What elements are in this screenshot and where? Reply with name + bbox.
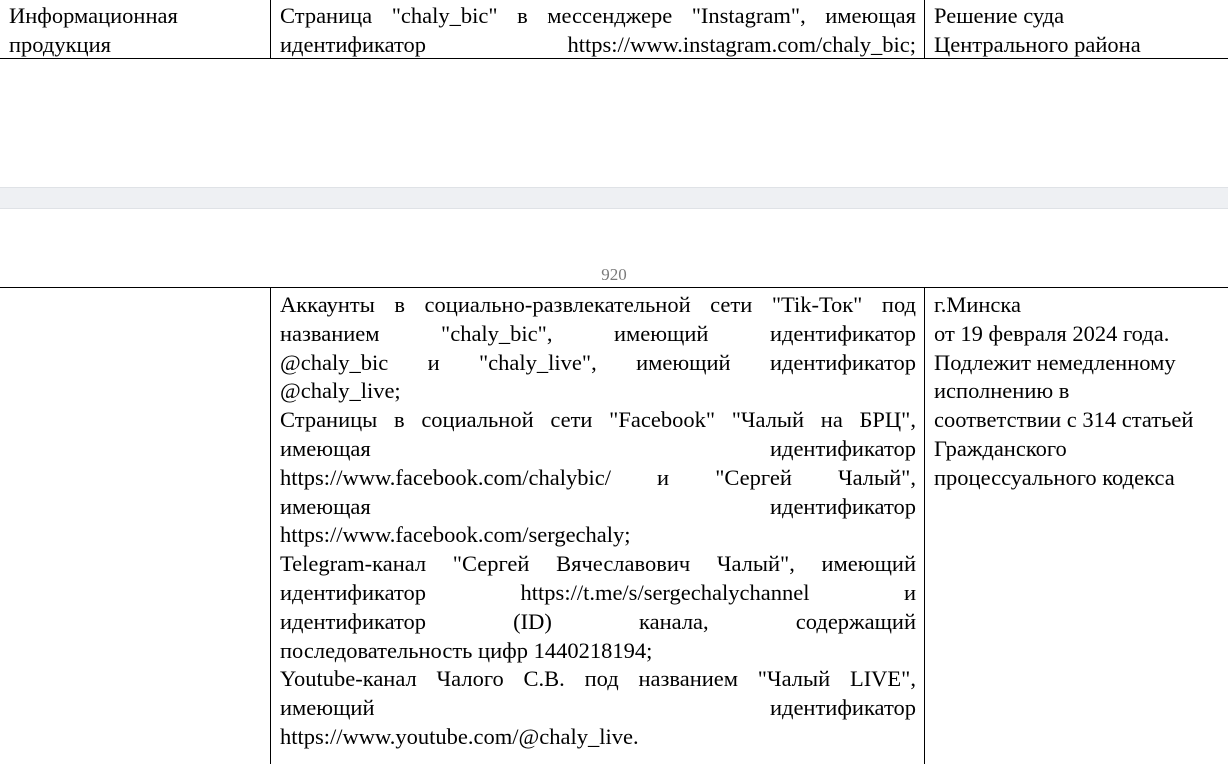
cell-line: https://www.facebook.com/sergechaly; (280, 522, 631, 548)
cell-line: названием "chaly_bic", имеющий идентификатор (280, 320, 916, 346)
cell-line: идентификатор https://www.instagram.com/chaly_bic; (280, 31, 916, 57)
cell-line: @chaly_bic и "chaly_live", имеющий идентификатор (280, 349, 916, 375)
cell-line: г.Минска (934, 292, 1021, 317)
cell-line: имеющая идентификатор (280, 435, 916, 461)
cell-description (280, 291, 916, 752)
cell-line: имеющая идентификатор (280, 493, 916, 519)
cell-line: Подлежит немедленному (934, 349, 1176, 375)
cell-line: Центрального района (934, 31, 1141, 57)
cell-line: исполнению в (934, 378, 1070, 404)
cell-line: https://www.facebook.com/chalybic/ и "Сергей Чалый", (280, 464, 916, 490)
cell-line: последовательность цифр 1440218194; (280, 637, 653, 663)
table-row-top (0, 0, 1228, 59)
cell-description (280, 2, 916, 60)
cell-line: https://www.youtube.com/@chaly_live. (280, 723, 639, 749)
cell-line: идентификатор (ID) канала, содержащий (280, 608, 916, 634)
cell-line: Youtube-канал Чалого С.В. под названием "Чалый LIVE", (280, 666, 916, 692)
cell-line: продукция (9, 31, 111, 57)
column-divider (270, 0, 271, 58)
cell-line: процессуального кодекса (934, 464, 1175, 490)
cell-line: Гражданского (934, 435, 1067, 461)
cell-court-decision (934, 291, 1226, 493)
page-break (0, 187, 1228, 209)
cell-court-decision (934, 2, 1226, 60)
cell-line: @chaly_live; (280, 378, 401, 404)
cell-line: Страница "chaly_bic" в мессенджере "Instagram", имеющая (280, 3, 916, 28)
cell-line: Telegram-канал "Сергей Вячеславович Чалый", имеющий (280, 551, 916, 577)
cell-line: Решение суда (934, 3, 1065, 28)
cell-line: соответствии с 314 статьей (934, 407, 1194, 433)
column-divider (924, 288, 925, 764)
table-row-bottom (0, 287, 1228, 764)
column-divider (924, 0, 925, 58)
cell-line: Страницы в социальной сети "Facebook" "Чалый на БРЦ", (280, 407, 916, 433)
cell-line: Аккаунты в социально-развлекательной сети "Tik-Ток" под (280, 292, 916, 317)
cell-line: от 19 февраля 2024 года. (934, 320, 1170, 346)
cell-category (9, 2, 264, 60)
cell-line: идентификатор https://t.me/s/sergechalychannel и (280, 579, 916, 605)
cell-line: Информационная (9, 3, 178, 28)
cell-line: имеющий идентификатор (280, 695, 916, 721)
page-number: 920 (601, 265, 627, 284)
column-divider (270, 288, 271, 764)
